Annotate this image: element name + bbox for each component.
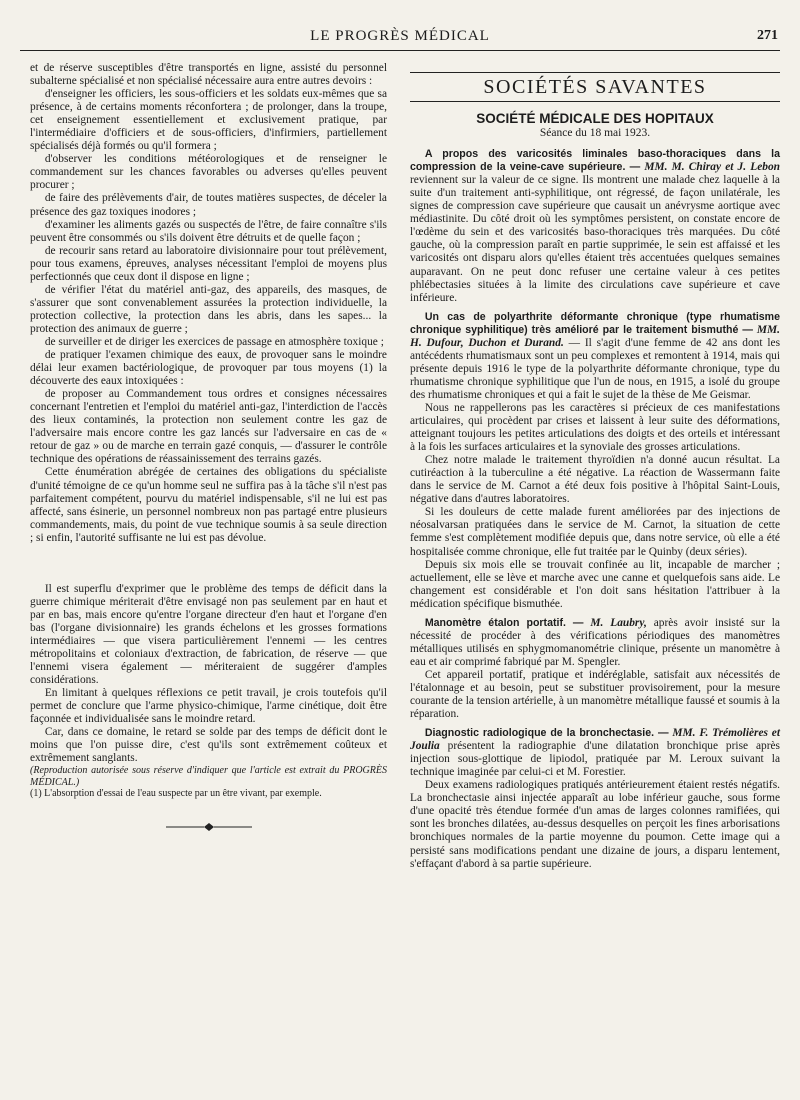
article-dufour <box>410 311 780 402</box>
article-chiray <box>410 148 780 305</box>
article-text: présentent la radiographie d'une dilatation bronchique prise après injection sous-glottique de lipiodol, pratiquée par M. Leroux suivant la technique imaginée par celui-ci et M. Forestier. <box>410 740 780 779</box>
paragraph: et de réserve susceptibles d'être transportés en ligne, assisté du personnel subalterne spécialisé et non spécialisé nécessaire aura entre autres devoirs : <box>30 62 387 88</box>
paragraph: d'examiner les aliments gazés ou suspectés de l'être, de faire connaître s'ils peuvent être consommés ou s'ils doivent être détruits et de quelle façon ; <box>30 218 387 244</box>
paragraph: d'observer les conditions météorologiques et de renseigner le commandement sur les chances favorables ou adverses qu'elles peuvent procurer ; <box>30 153 387 192</box>
paragraph: Depuis six mois elle se trouvait confinée au lit, incapable de marcher ; actuellement, elle se lève et marche avec une canne et quelquefois sans aide. Le changement est considérable et l'on doit sans hésitation l'attribuer à la médication spécifique bismuthée. <box>410 558 780 610</box>
article-text: après avoir insisté sur la nécessité de procéder à des vérifications périodiques des manomètres métalliques utilisés en sphygmomanométrie clinique, présente un manomètre à eau et air comprimé fabriqué par M. Spengler. <box>410 616 780 668</box>
article-title: Manomètre étalon portatif. — <box>424 616 584 629</box>
paragraph: d'enseigner les officiers, les sous-officiers et les soldats eux-mêmes que sa présence, à de certains moments réconfortera ; de prolonger, dans la troupe, cet enseignement essentiellement et exclusivement pratique, par l'intermédiaire d'officiers et de sous-officiers, d'infirmiers, partiellement spécialisés déjà formés ou qu'il formera ; <box>30 88 387 153</box>
article-authors: M. Laubry, <box>590 616 647 629</box>
paragraph: de surveiller et de diriger les exercices de passage en atmosphère toxique ; <box>44 335 384 348</box>
article-tremolieres <box>410 727 780 779</box>
article-text: — Il s'agit d'une femme de 42 ans dont les antécédents rhumatismaux sont un peu complexes et remontent à 1914, mais qui présente depuis 1916 le type de la polyarthrite déformante chronique, type du rhumatisme chronique syphilitique que l'un de nous, en 1915, a isolé du groupe des rhumatisme chroniques et qui a fait le sujet de la thèse de Me Geismar. <box>410 336 781 401</box>
article-laubry <box>410 617 780 669</box>
article-title: Diagnostic radiologique de la bronchectasie. — <box>424 727 669 740</box>
paragraph: Chez notre malade le traitement thyroïdien n'a donné aucun résultat. La cutiréaction à la tuberculine a été négative. La réaction de Wassermann faite dans le service de M. Carnot a été deux fois positive à l'hôpital Saint-Louis, négative dans d'autres laboratoires. <box>410 454 780 506</box>
paragraph: Cet appareil portatif, pratique et indéréglable, satisfait aux nécessités de l'étalonnage et au besoin, peut se substituer provisoirement, pour la mesure courante de la tension artérielle, à un manomètre métallique faussé et soumis à la réparation. <box>410 668 780 721</box>
paragraph: Si les douleurs de cette malade furent améliorées par des injections de néosalvarsan pratiquées dans le service de M. Carnot, la situation de cette femme s'est complètement modifiée depuis que, dans notre service, où elle a été hospitalisée comme chronique, elle fut traitée par le Quinby (deux séries). <box>410 506 780 558</box>
journal-title: LE PROGRÈS MÉDICAL <box>310 28 490 44</box>
session-date: Séance du 18 mai 1923. <box>539 127 651 140</box>
paragraph: de recourir sans retard au laboratoire divisionnaire pour tout prélèvement, pour tous examens, épreuves, analyses nécessitant l'emploi de moyens plus perfectionnés que ceux dont il dispose en ligne ; <box>30 244 387 283</box>
article-title: A propos des varicosités liminales baso-thoraciques dans la compression de la veine-cave supérieure. — <box>410 148 780 174</box>
article-authors: MM. M. Chiray et J. Lebon <box>644 161 780 174</box>
reproduction-notice: (Reproduction autorisée sous réserve d'indiquer que l'article est extrait du PROGRÈS MÉDICAL.) <box>30 765 387 788</box>
article-authors: MM. F. Trémolières et Joulia <box>410 727 780 753</box>
article-text: reviennent sur la valeur de ce signe. Ils montrent une malade chez laquelle à la suite d'un traitement anti-syphilitique, ont régressé, de façon unilatérale, les signes de compression cave supérieure que causait un anévrysme aortique avec médiastinite. Du côté droit où les symptômes persistent, on constate encore de l'œdème du sein et des varicosités baso-thoraciques très marquées. Du côté gauche, où la compression paraît en partie supprimée, le sein est affaissé et les varicosités ont disparu alors qu'elles étaient très accentuées quelques semaines auparavant. On ne peut donc refuser une certaine valeur à ces petites phlébectasies situées à la limite des circulations cave supérieure et cave inférieure. <box>410 174 780 304</box>
paragraph: de faire des prélèvements d'air, de toutes matières suspectes, de déceler la présence des gaz toxiques inodores ; <box>30 192 387 218</box>
society-title: SOCIÉTÉ MÉDICALE DES HOPITAUX <box>476 111 714 126</box>
section-heading: SOCIÉTÉS SAVANTES <box>410 72 780 102</box>
paragraph: Il est superflu d'exprimer que le problème des temps de déficit dans la guerre chimique mériterait d'être envisagé non pas seulement par en haut et par en bas, mais encore qu'entre l'organe directeur d'en haut et l'organe d'en bas (l'organe divisionnaire) les grands échelons et les grosses formations intermédiaires — que visera particulièrement l'ennemi — les centres métropolitains et coloniaux d'extraction, de fabrication, de réserve — que l'ennemi visera également — mériteraient de suggérer d'amples considérations. <box>30 582 387 687</box>
end-ornament-icon <box>30 822 387 835</box>
footnote: (1) L'absorption d'essai de l'eau suspecte par un être vivant, par exemple. <box>30 788 322 800</box>
paragraph: de pratiquer l'examen chimique des eaux, de provoquer sans le moindre délai leur examen bactériologique, de provoquer par tous moyens (1) la découverte des eaux intoxiquées : <box>30 349 387 388</box>
section-gap <box>30 545 387 583</box>
running-header <box>20 26 780 51</box>
article-authors: MM. H. Dufour, Duchon et Durand. <box>410 323 780 349</box>
paragraph: En limitant à quelques réflexions ce petit travail, je crois toutefois qu'il permet de conclure que l'arme physico-chimique, l'arme cinétique, doit être façonnée et individualisée sans le moindre retard. <box>30 687 387 726</box>
paragraph: de proposer au Commandement tous ordres et consignes nécessaires concernant l'entretien et l'emploi du matériel anti-gaz, l'interdiction de l'accès des lieux contaminés, la protection non seulement contre les gaz de l'adversaire mais encore contre les gaz lancés sur l'adversaire en cas de « retour de gaz » ou de marche en terrain gazé conquis, — d'assurer le contrôle technique des opérations de réassainissement des terrains gazés. <box>30 388 387 466</box>
paragraph: Car, dans ce domaine, le retard se solde par des temps de déficit dont le moins que l'on puisse dire, c'est qu'ils sont extrêmement coûteux et extrêmement sanglants. <box>30 726 387 765</box>
left-column <box>30 62 387 835</box>
paragraph: Nous ne rappellerons pas les caractères si précieux de ces manifestations articulaires, qui procèdent par crises et laissent à leur suite des déformations, atteignant toujours les petites articulations des doigts et des orteils et intéressant à la fois les surfaces articulaires et la synoviale des grosses articulations. <box>410 401 780 454</box>
page-number: 271 <box>757 28 778 43</box>
paragraph: de vérifier l'état du matériel anti-gaz, des appareils, des masques, de s'assurer que sont convenablement assurées la protection individuelle, la protection collective, la protection dans les abris, dans les sapes... la protection des animaux de guerre ; <box>30 283 387 335</box>
paragraph: Deux examens radiologiques pratiqués antérieurement étaient restés négatifs. La bronchectasie ainsi injectée apparaît au lobe inférieur gauche, sous forme d'une opacité très étendue formée d'un amas de larges colonnes ramifiées, qui sont les bronches dilatées, au-dessus desquelles on perçoit les fines arborisations bronchiques normales de la partie moyenne du poumon. Cette image qui a persisté sans modifications pendant une dizaine de jours, a disparu lentement, s'effaçant d'abord à sa partie supérieure. <box>410 779 780 870</box>
article-title: Un cas de polyarthrite déformante chronique (type rhumatisme chronique syphilitique) très amélioré par le traitement bismuthé — <box>410 310 780 336</box>
right-column <box>410 62 780 871</box>
paragraph: Cette énumération abrégée de certaines des obligations du spécialiste d'unité témoigne de ce qu'un homme seul ne suffira pas à la tâche s'il n'est pas parfaitement compétent, pourvu du matériel indispensable, s'il ne lui est pas affecté, sans ésinerie, un personnel nombreux non pas partagé entre plusieurs commandements, mais, du point de vue technique soumis à sa seule direction ; si enfin, l'autorité suffisante ne lui est pas dévolue. <box>30 466 387 544</box>
